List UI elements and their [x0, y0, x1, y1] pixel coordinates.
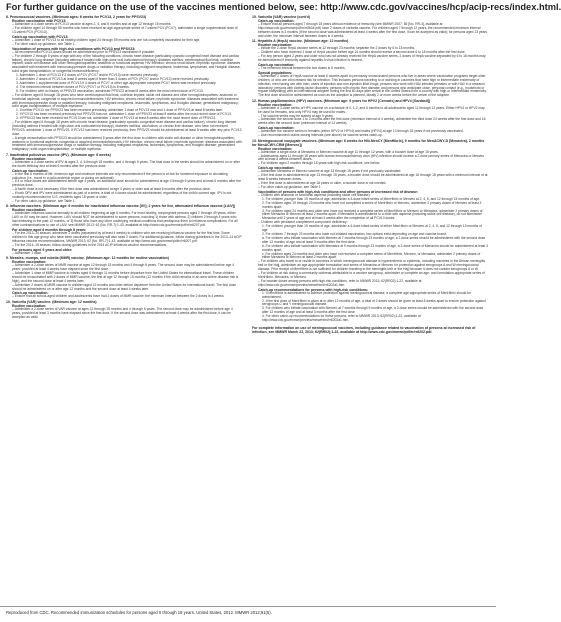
bullet-item: – Adolescents aged 11 through 18 years with human immunodeficiency virus (HIV) infection should receive a 2-dose primary series of Menactra or Menveo with at least 8 weeks between doses.	[252, 155, 488, 163]
bullet-item: – If the first dose is administered at age 16 years or older, a booster dose is not needed.	[252, 182, 488, 186]
numbered-item: 3. For children who initiate vaccination with Menveo at 7 months through 9 months of age, a 2-dose series should be administered with the second dose after 12 months of age and at least 3 months after the first dose.	[262, 306, 484, 315]
subheading: Special populations:	[258, 70, 293, 75]
numbered-item: 3. Administer 1 supplemental dose of PCV13 if 4 doses of PCV7 or other age-appropriate complete PCV7 series was received previously.	[16, 80, 217, 85]
subheading: Routine vaccination:	[12, 260, 47, 265]
bullet-item: – For children who travel to or reside in countries in which meningococcal disease is hyperendemic or epidemic, including countries in the African meningitis belt or the Hajj, administer an age-appropriate formulation and series of Menactra or Menveo for protection against serogroups A and W meningococcal disease. Prior receipt of MenHibrix is not sufficient for children traveling to the meningitis belt or the Hajj because it does not contain serogroups A or W.	[252, 260, 488, 272]
numbered-item: 5. For children with no history of PPSV23 vaccination, administer PPSV23 at least 8 weeks after the most recent dose of PCV13.	[16, 88, 204, 93]
section-heading: 11. Hepatitis A (HepA) vaccine. (Minimum age: 12 months)	[252, 39, 349, 44]
bullet-item: – Administer 1 dose of PCV13 to all healthy children aged 24 through 59 months who are not completely vaccinated for their age.	[6, 39, 242, 43]
numbered-item: 3. For children aged 24 months and older who have not received a complete series of MenHibrix or Menveo or Menactra, administer 2 primary doses of either Menactra or Menveo at least 2 months apart. If Menactra is administered to a child with asplenia (including sickle cell disease), do not administer Menactra until 2 years of age and at least 4 weeks after the completion of all PCV13 doses.	[262, 208, 483, 221]
numbered-item: 3. If PPSV23 has been received but PCV13 has not, administer 1 dose of PCV13 at least 8 weeks after the most recent dose of PPSV23.	[16, 116, 216, 121]
footer-source: Reproduced from CDC. Recommended immunization schedules for persons aged 0 through 18 years, United States, 2012. MMWR 2012;61(5).	[6, 610, 272, 615]
subheading: Catch-up vaccination:	[12, 291, 49, 296]
bullet-item: – Children who have received 1 dose of HepA vaccine before age 24 months should receive a second dose 6 to 18 months after the first dose.	[252, 51, 488, 55]
left-column	[6, 15, 242, 601]
bullet-item: – For children 2 through 5 years of age with any of the following conditions: chronic heart disease (particularly cyanotic congenital heart disease and cardiac failure); chronic lung disease (including asthma if treated with high-dose oral corticosteroid therapy); diabetes mellitus; cerebrospinal fluid leak; cochlear implant; sickle cell disease and other hemoglobinopathies; anatomic or functional asplenia; HIV infection; chronic renal failure; nephrotic syndrome; diseases associated with treatment with immunosuppressive drugs or radiation therapy, including malignant neoplasms, leukemias, lymphomas, and Hodgkin disease; solid organ transplantation; or congenital immunodeficiency:	[6, 55, 242, 75]
numbered-item: c. For children aged 24 months and older who have not received a complete series of MenHibrix, Menveo, or Menactra, administer 2 primary doses of either Menactra or Menveo at least 2 months apart.	[262, 251, 481, 260]
section-heading: 7. Inactivated poliovirus vaccine (IPV). (Minimum age: 6 weeks)	[6, 152, 111, 157]
vaccine-section	[6, 15, 242, 152]
numbered-item: 1. Administer 1 dose of PCV13 if 3 doses of PCV (PCV7 and/or PCV13) were received previously.	[16, 73, 159, 78]
bullet-item: – Administer 2 doses of MMR vaccine to children aged 12 months and older before departure from the United States for international travel. The first dose should be administered on or after age 12 months and the second dose at least 4 weeks later.	[6, 284, 242, 292]
subheading: Catch-up vaccination:	[258, 166, 295, 171]
bullet-item: – For children at risk during a community outbreak attributable to a vaccine serogroup, administer or complete an age- and formulation-appropriate series of MenHibrix, Menactra, or Menveo.	[252, 272, 488, 280]
bullet-item: – For the 2014–15 season, follow dosing guidelines in the 2014 ACIP influenza vaccine recommendations.	[6, 244, 242, 248]
bullet-item: – In the first 6 months of life, minimum age and minimum intervals are only recommended if the person is at risk for imminent exposure to circulating poliovirus (i.e., travel to a polio-endemic region or during an outbreak).	[6, 173, 242, 181]
bullet-item: – Administer Menactra or Menveo vaccine at age 13 through 18 years if not previously vaccinated.	[252, 170, 488, 174]
bullet-item: – Administer 1 dose of MMR vaccine to infants aged 6 through 11 months before departure from the United States for international travel. These children should be revaccinated with 2 doses of MMR vaccine, the first at age 12 through 15 months (12 months if the child remains in an area where disease risk is high), and the second dose at least 4 weeks later.	[6, 272, 242, 284]
bullet-item: – If 4 or more doses are administered before age 4 years, an additional dose should be administered at age 4 through 6 years and at least 6 months after the previous dose.	[6, 180, 242, 188]
bullet-item: – For the 2013–14 season, administer 2 doses (separated by at least 4 weeks) to children who are receiving influenza vaccine for the first time. Some children in this age group who have been vaccinated previously will also need 2 doses. For additional guidance, follow dosing guidelines in the 2013–14 ACIP influenza vaccine recommendations, MMWR 2013; 62 (No. RR-7):1-43, available at http://www.cdc.gov/mmwr/pdf/rr/rr6207.pdf.	[6, 232, 242, 244]
section-heading: 10. Varicella (VAR) vaccine. (Minimum age: 12 months)	[6, 299, 97, 304]
bullet-item: – For children aged 6 through 18 years who have cerebrospinal fluid leak; cochlear implant; sickle cell disease and other hemoglobinopathies; anatomic or functional asplenia; congenital or acquired immunodeficiencies; HIV infection; chronic renal failure; nephrotic syndrome; diseases associated with treatment with immunosuppressive drugs or radiation therapy, including malignant neoplasms, leukemias, lymphomas, and Hodgkin disease; generalized malignancy; solid organ transplantation; or multiple myeloma:	[6, 94, 242, 110]
bullet-item: – For other catch-up guidance, see Table 1.	[252, 186, 488, 190]
bullet-item: – Administer the second dose 1 to 2 months after the first dose (minimum interval of 4 weeks), administer the third dose 24 weeks after the first dose and 16 weeks after the second dose (minimum interval of 12 weeks).	[252, 118, 488, 126]
bullet-item: – Administer a single dose of Menactra or Menveo vaccine at age 11 through 12 years, with a booster dose at age 16 years.	[252, 151, 488, 155]
numbered-item: 2. If the first dose of MenHibrix is given at or after 12 months of age, a total of 2 doses should be given at least 8 weeks apart to ensure protection against serogroups C and Y meningococcal disease.	[262, 298, 486, 307]
numbered-item: 1. For children younger than 19 months of age, administer a 4-dose infant series of MenHibrix or Menveo at 2, 4, 6, and 12 through 15 months of age.	[262, 196, 481, 201]
right-column	[252, 15, 488, 601]
numbered-item: 2. For children aged 19 through 23 months who have not completed a series of MenHibrix or Menveo, administer 2 primary doses of Menveo at least 3 months apart.	[262, 200, 482, 209]
vaccine-section	[6, 204, 242, 255]
numbered-item: 1. If MenHibrix is administered to achieve protection against meningococcal disease, a complete age-appropriate series of MenHibrix should be administered.	[262, 290, 471, 299]
numbered-item: a. For children who initiate vaccination with Menveo at 7 months through 23 months of age, a 2-dose series should be administered with the second dose after 12 months of age and at least 3 months after the first dose.	[262, 235, 486, 244]
bullet-item: – For any person aged 2 years and older who has not already received the HepA vaccine series, 2 doses of HepA vaccine separated by 6 to 18 months may be administered if immunity against hepatitis A virus infection is desired.	[252, 55, 488, 63]
header-prefix: For further guidance on the use of the vaccines mentioned below, see:	[6, 2, 321, 12]
subheading: Catch-up vaccination:	[12, 168, 49, 173]
subheading: Catch-up vaccination:	[258, 62, 295, 67]
subheading: Routine vaccination with PCV13:	[12, 19, 67, 24]
bullet-item: – Ensure that all school-aged children and adolescents have had 2 doses of MMR vaccine; the minimum interval between the 2 doses is 4 weeks.	[6, 295, 242, 299]
vaccine-section	[252, 39, 488, 98]
subheading: Routine vaccination:	[12, 156, 47, 161]
numbered-item: 4. The minimum interval between doses of PCV (PCV7 or PCV13) is 8 weeks.	[16, 84, 130, 89]
vaccine-section	[252, 139, 488, 323]
bullet-item: – Administer influenza vaccine annually to all children beginning at age 6 months. For most healthy, nonpregnant persons aged 2 through 49 years, either LAIV or IIV may be used. However, LAIV should NOT be administered to some persons, including 1) those with asthma, 2) children 2 through 4 years who had wheezing in the past 12 months, or 3) those who have any other underlying medical conditions that predispose them to influenza complications. For all other contraindications to use of LAIV, see MMWR 2013; 62 (No. RR-7):1-43, available at http://www.cdc.gov/mmwr/pdf/rr/rr6207.pdf.	[6, 212, 242, 228]
bullet-item: – For children aged 6 through 18 years with chronic heart disease (particularly cyanotic congenital heart disease and cardiac failure), chronic lung disease (including asthma if treated with high-dose oral corticosteroid therapy), diabetes mellitus, alcoholism, or chronic liver disease, who have not received PPSV23, administer 1 dose of PPSV23. If PCV13 has been received previously, then PPSV23 should be administered at least 8 weeks after any prior PCV13 dose.	[6, 121, 242, 137]
vaccine-section	[6, 300, 242, 320]
bullet-item: – For other catch-up guidance, see Table 1.	[6, 200, 242, 204]
section-heading: 10. Varicella (VAR) vaccine (cont'd)	[252, 15, 310, 19]
bullet-item: – Administer a 4-dose series of PCV13 vaccine at ages 2, 4, and 6 months and at age 12 through 15 months.	[6, 23, 242, 27]
vaccine-section	[6, 256, 242, 299]
bullet-item: – All recommended PCV13 doses should be administered prior to PPSV23 vaccination if possible.	[6, 51, 242, 55]
bullet-item: – Initiate the 2-dose HepA vaccine series at 12 through 23 months; separate the 2 doses by 6 to 18 months.	[252, 47, 488, 51]
guidance-link[interactable]: http://www.cdc.gov/vaccines/hcp/acip-recs/index.html	[320, 2, 559, 12]
right-column-items	[252, 15, 488, 323]
bullet-item: – Children with persistent complement component deficiency:	[252, 221, 488, 225]
subheading: For persons aged 9 years and older:	[12, 247, 73, 252]
numbered-item: 2. For children 7 through 23 months who have not initiated vaccination, two options exist depending on age and vaccine brand:	[262, 231, 447, 236]
subheading: Catch-up vaccination:	[258, 126, 295, 131]
subheading: For children aged 6 months through 8 years:	[12, 227, 87, 232]
section-heading: 9. Measles, mumps, and rubella (MMR) vaccine. (Minimum age: 12 months for routine vaccination)	[6, 256, 169, 260]
bullet-item: – A fourth dose is not necessary if the third dose was administered at age 4 years or older and at least 6 months after the previous dose.	[6, 188, 242, 192]
bullet-item: – Administer a 2-dose series of MMR vaccine at ages 12 through 15 months and 4 through 6 years. The second dose may be administered before age 4 years, provided at least 4 weeks have elapsed since the first dose.	[6, 264, 242, 272]
subheading: Vaccination of persons with high-risk conditions and other persons at increased risk of disease:	[258, 189, 419, 194]
bullet-item: – For booster doses among persons with high-risk conditions, refer to MMWR 2013; 62(RR02);1-22, available at http://www.cdc.gov/mmwr/preview/mmwrhtml/rr6202a1.htm.	[252, 280, 488, 288]
bullet-item: – Administer a 3-dose series of HPV vaccine on a schedule of 0, 1-2, and 6 months to all adolescents aged 11 through 12 years. Either HPV4 or HPV2 may be used for females, and only HPV4 may be used for males.	[252, 107, 488, 115]
subheading: Routine vaccination:	[12, 303, 47, 308]
bullet-item: – A single revaccination with PPSV23 should be administered 5 years after the first dose to children with sickle cell disease or other hemoglobinopathies; anatomic or functional asplenia; congenital or acquired immunodeficiencies; HIV infection; chronic renal failure; nephrotic syndrome; diseases associated with treatment with immunosuppressive drugs or radiation therapy, including malignant neoplasms, leukemias, lymphomas, and Hodgkin disease; generalized malignancy; solid organ transplantation; or multiple myeloma.	[6, 137, 242, 153]
subheading: Catch-up recommendations for persons with high-risk conditions:	[258, 287, 369, 292]
bullet-item: – Administer the vaccine series to females (either HPV2 or HPV4) and males (HPV4) at age 13 through 18 years if not previously vaccinated.	[252, 130, 488, 134]
vaccine-section	[252, 99, 488, 138]
bullet-item: – Administer 2 doses of HepA vaccine at least 6 months apart to previously unvaccinated persons who live in areas where vaccination programs target older children, or who are at increased risk for infection. This includes persons traveling to or working in countries that have high or intermediate endemicity of infection; men having sex with men; users of injection and non-injection illicit drugs; persons who work with HAV-infected primates or with HAV in a research laboratory; persons with clotting-factor disorders; persons with chronic liver disease; and persons who anticipate close, personal contact (e.g., household or regular babysitting) with an international adoptee during the first 60 days after arrival in the United States from a country with high or intermediate endemicity. The first dose should be administered as soon as the adoption is planned, ideally 2 or more weeks before the arrival of the adoptee.	[252, 75, 488, 98]
bullet-item: – Ensure that all persons aged 7 through 18 years without evidence of immunity (see MMWR 2007; 56 [No. RR-4], available at http://www.cdc.gov/mmwr/pdf/rr/rr5604.pdf) have 2 doses of varicella vaccine. For children aged 7 through 12 years, the recommended minimum interval between doses is 3 months (if the second dose was administered at least 4 weeks after the first dose, it can be accepted as valid); for persons aged 13 years and older, the minimum interval between doses is 4 weeks.	[252, 23, 488, 39]
bullet-item: – For children aged 2 months through 18 years with high-risk conditions, see below.	[252, 162, 488, 166]
subheading: Catch-up vaccination:	[258, 19, 295, 24]
subheading: Routine vaccination:	[258, 43, 293, 48]
bullet-item: – If the first dose is administered at age 13 through 15 years, a booster dose should be administered at age 16 through 18 years with a minimum interval of at least 8 weeks between doses.	[252, 174, 488, 182]
bullet-item: – Administer 1 dose.	[6, 252, 242, 256]
header-note	[6, 2, 561, 13]
bullet-item: – Administer a 4-dose series of IPV at ages 2, 4, 6 through 18 months, and 4 through 6 years. The final dose in the series should be administered on or after the fourth birthday and at least 6 months after the previous dose.	[6, 161, 242, 169]
bullet-item: – The vaccine series may be started at age 9 years.	[252, 115, 488, 119]
closing-note: For complete information on use of meningococcal vaccines, including guidance related to vaccination of persons at increased risk of infection, see MMWR March 22, 2013; 62(RR02);1-22, available at http://www.cdc.gov/mmwr/pdf/rr/rr6202.pdf.	[252, 325, 476, 335]
numbered-item: b. For children who initiate vaccination with Menactra at 9 months through 23 months of age, a 2-dose series of Menactra should be administered at least 3 months apart.	[262, 243, 488, 252]
bullet-item: – The minimum interval between the two doses is 6 months.	[252, 67, 488, 71]
vaccine-section	[6, 153, 242, 204]
numbered-item: 2. If PCV13 has been received previously but PPSV23 has not, administer 1 dose of PPSV23 at least 8 weeks after the most recent dose of PCV13.	[16, 112, 232, 117]
bullet-item: – For children aged 14 through 59 months who have received an age-appropriate series of 7-valent PCV (PCV7), administer a single supplemental dose of 13-valent PCV (PCV13).	[6, 27, 242, 35]
subheading: Routine vaccination:	[12, 208, 47, 213]
numbered-item: 1. If neither PCV13 nor PPSV23 has been received previously, administer 1 dose of PCV13 now and 1 dose of PPSV23 at least 8 weeks later.	[16, 108, 224, 113]
subheading: Routine vaccination:	[258, 146, 293, 151]
numbered-item: 1. For children younger than 19 months of age, administer a 4-dose infant series of either MenHibrix or Menveo at 2, 4, 6, and 12 through 15 months of age.	[262, 224, 482, 233]
bullet-item: – Use recommended routine dosing intervals (see above) for vaccine series catch-up.	[252, 134, 488, 138]
numbered-item: 4. For other catch-up recommendations for these persons, refer to MMWR 2013; 62(RR02);1-22, available at http://www.cdc.gov/mmwr/preview/mmwrhtml/rr6202a1.htm.	[262, 314, 421, 323]
bullet-item: – If both OPV and IPV were administered as part of a series, a total of 4 doses should be administered, regardless of the child's current age. IPV is not routinely recommended for U.S. residents aged 18 years or older.	[6, 192, 242, 200]
bullet-item: – For other catch-up guidance, see Table 1.	[6, 43, 242, 47]
section-heading: 6. Pneumococcal vaccines. (Minimum ages: 6 weeks for PCV13, 2 years for PPSV23)	[6, 15, 147, 19]
subheading: Catch-up vaccination with PCV13:	[12, 34, 69, 39]
bullet-item: – Administer a 2-dose series of VAR vaccine at ages 12 through 15 months and 4 through 6 years. The second dose may be administered before age 4 years, provided at least 3 months have elapsed since the first dose. If the second dose was administered at least 4 weeks after the first dose, it can be accepted as valid.	[6, 308, 242, 320]
numbered-item: 2. Administer 2 doses of PCV13 at least 8 weeks apart if fewer than 3 doses of PCV (PCV7 and/or PCV13) were received previously.	[16, 77, 210, 82]
header-suffix: .	[558, 2, 561, 12]
section-heading: 12. Human papillomavirus (HPV) vaccines. (Minimum age: 9 years for HPV2 [Cervarix] and HPV4 [Gardasil])	[252, 98, 431, 103]
subheading: Routine vaccination:	[258, 102, 293, 107]
section-heading: 8. Influenza vaccines. (Minimum age: 6 months for inactivated influenza vaccine [IIV]; 2 years for live, attenuated influenza vaccine [LAIV])	[6, 204, 236, 209]
section-heading: 13. Meningococcal conjugate vaccines. (Minimum age: 6 weeks for Hib-MenCY [MenHibrix], 9 months for MenACWY-D [Menactra], 2 months for MenACWY-CRM [Menveo])	[252, 138, 485, 147]
page-footer	[0, 606, 496, 622]
bullet-item: – Children with anatomic or functional asplenia (including sickle cell disease):	[252, 194, 488, 198]
subheading: Vaccination of persons with high-risk conditions with PCV13 and PPSV23:	[12, 46, 136, 51]
vaccine-section	[252, 15, 488, 39]
